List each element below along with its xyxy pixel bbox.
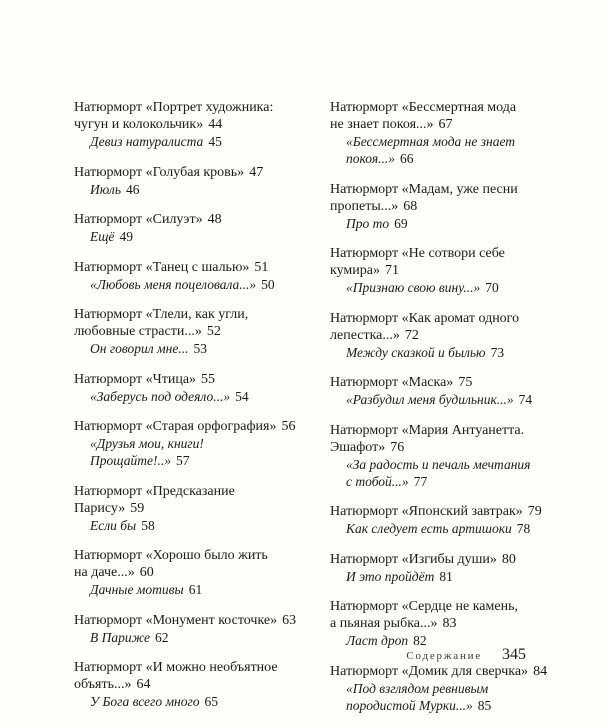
toc-entry xyxy=(330,551,562,585)
toc-entry-title-text: Натюрморт «Мадам, уже песни xyxy=(330,181,518,197)
toc-entry xyxy=(330,310,562,361)
toc-entry-title-text: Натюрморт «Хорошо было жить xyxy=(74,548,268,563)
toc-entry xyxy=(330,422,562,490)
toc-subentry-line xyxy=(74,435,314,452)
toc-entry-page-number: 55 xyxy=(201,371,216,387)
toc-subentry-page-number: 58 xyxy=(141,517,155,533)
toc-entry-title-text: Натюрморт «Чтица» xyxy=(74,371,197,387)
toc-entry-title-text: Натюрморт «Старая орфография» xyxy=(74,419,277,434)
toc-entry xyxy=(330,181,562,232)
toc-subentry-line xyxy=(74,629,314,646)
toc-entry-title-line xyxy=(330,551,562,568)
toc-entry-title-line xyxy=(74,547,314,564)
toc-entry-title-text: не знает покоя...» xyxy=(330,117,434,132)
toc-entry-page-number: 63 xyxy=(282,612,297,628)
toc-subentry-text: Ещё xyxy=(90,229,115,244)
toc-entry-title-line xyxy=(74,564,314,581)
toc-entry-page-number: 83 xyxy=(442,616,457,631)
toc-subentry-text: породистой Мурки...» xyxy=(346,697,473,713)
toc-entry xyxy=(330,245,562,296)
toc-entry-title-line xyxy=(330,245,562,262)
toc-subentry-text: «Любовь меня поцеловала...» xyxy=(90,276,257,292)
toc-entry-title-line xyxy=(74,500,314,517)
toc-entry xyxy=(74,211,314,245)
toc-entry-title-line xyxy=(74,659,314,676)
toc-subentry-line xyxy=(74,340,314,357)
toc-entry-page-number: 75 xyxy=(458,375,473,390)
toc-entry-title-line xyxy=(330,374,562,391)
toc-subentry-text: Он говорил мне... xyxy=(90,341,189,356)
toc-subentry-page-number: 54 xyxy=(235,388,249,404)
toc-entry-title-line xyxy=(74,259,314,276)
toc-subentry-text: У Бога всего много xyxy=(90,694,200,709)
toc-entry xyxy=(330,374,562,408)
toc-entry-title-line xyxy=(74,306,314,323)
toc-subentry-line xyxy=(74,388,314,405)
toc-subentry-text: Если бы xyxy=(90,517,137,533)
toc-subentry-text: И это пройдёт xyxy=(346,568,435,584)
toc-subentry-line xyxy=(330,680,562,697)
toc-entry-title-line xyxy=(330,663,562,680)
toc-entry-title-line xyxy=(74,323,314,340)
toc-subentry-line xyxy=(330,568,562,585)
toc-entry-page-number: 60 xyxy=(139,565,154,580)
toc-entry-title-line xyxy=(330,327,562,344)
toc-entry-page-number: 51 xyxy=(254,259,269,275)
toc-entry-title-line xyxy=(330,598,562,615)
toc-entry-page-number: 64 xyxy=(136,677,151,692)
toc-subentry-line xyxy=(330,344,562,361)
toc-entry-page-number: 44 xyxy=(208,117,223,132)
toc-entry-title-text: Эшафот» xyxy=(330,439,386,455)
toc-entry xyxy=(74,306,314,357)
toc-entry xyxy=(74,547,314,598)
toc-entry-title-text: пропеты...» xyxy=(330,198,399,214)
toc-subentry-line xyxy=(330,150,562,167)
toc-subentry-text: с тобой...» xyxy=(346,473,409,489)
toc-subentry-line xyxy=(330,473,562,490)
toc-entry xyxy=(74,612,314,646)
toc-entry-title-line xyxy=(330,198,562,215)
toc-entry-title-text: Натюрморт «Предсказание xyxy=(74,483,235,499)
toc-subentry-line xyxy=(74,133,314,150)
toc-subentry-page-number: 45 xyxy=(208,134,222,149)
toc-subentry-page-number: 74 xyxy=(518,392,533,407)
toc-subentry-text: «За радость и печаль мечтания xyxy=(346,456,531,472)
toc-subentry-text: «Заберусь под одеяло...» xyxy=(90,388,231,404)
toc-subentry-text: «Признаю свою вину...» xyxy=(346,280,481,295)
toc-entry-title-text: Натюрморт «Голубая кровь» xyxy=(74,164,245,180)
toc-entry xyxy=(330,598,562,649)
toc-subentry-text: «Друзья мои, книги! xyxy=(90,436,204,451)
toc-entry xyxy=(74,99,314,150)
toc-subentry-line xyxy=(330,215,562,232)
toc-subentry-line xyxy=(74,693,314,710)
toc-subentry-page-number: 77 xyxy=(413,473,428,489)
toc-entry-title-line xyxy=(330,503,562,520)
toc-entry-title-text: Натюрморт «Японский завтрак» xyxy=(330,504,523,519)
toc-entry-title-line xyxy=(330,181,562,198)
toc-entry-title-line xyxy=(74,116,314,133)
toc-entry-page-number: 80 xyxy=(501,551,516,567)
toc-subentry-line xyxy=(330,279,562,296)
toc-entry-title-line xyxy=(330,439,562,456)
toc-subentry-page-number: 50 xyxy=(261,276,275,292)
toc-entry-title-text: Натюрморт «И можно необъятное xyxy=(74,660,278,675)
toc-subentry-text: Июль xyxy=(90,181,121,197)
toc-entry-title-text: Натюрморт «Маска» xyxy=(330,375,454,390)
toc-subentry-line xyxy=(74,452,314,469)
toc-entry-title-text: Натюрморт «Силуэт» xyxy=(74,212,203,227)
toc-entry-page-number: 67 xyxy=(438,117,453,132)
toc-entry-page-number: 79 xyxy=(527,504,542,519)
running-footer-title: Содержание xyxy=(406,650,482,662)
toc-entry-title-line xyxy=(74,371,314,388)
toc-entry-title-text: на даче...» xyxy=(74,565,135,580)
toc-entry-title-text: Натюрморт «Монумент косточке» xyxy=(74,612,278,628)
toc-subentry-line xyxy=(330,520,562,537)
toc-entry-title-text: чугун и колокольчик» xyxy=(74,117,204,132)
toc-entry-title-line xyxy=(74,612,314,629)
toc-entry-title-line xyxy=(330,615,562,632)
toc-entry-page-number: 47 xyxy=(249,164,264,180)
toc-entry-title-line xyxy=(74,418,314,435)
toc-entry-title-text: Натюрморт «Домик для сверчка» xyxy=(330,663,529,679)
toc-subentry-line xyxy=(74,517,314,534)
page-footer xyxy=(406,646,526,664)
toc-subentry-page-number: 57 xyxy=(176,453,190,468)
toc-entry-page-number: 68 xyxy=(403,198,418,214)
toc-entry-page-number: 52 xyxy=(206,324,221,339)
toc-entry xyxy=(74,164,314,198)
toc-entry-title-text: Натюрморт «Сердце не камень, xyxy=(330,599,518,614)
toc-subentry-line xyxy=(74,228,314,245)
toc-subentry-line xyxy=(330,391,562,408)
toc-entry-title-text: объять...» xyxy=(74,677,132,692)
toc-subentry-page-number: 61 xyxy=(188,582,203,597)
toc-entry-title-line xyxy=(330,99,562,116)
toc-subentry-page-number: 69 xyxy=(394,215,408,231)
toc-entry-page-number: 48 xyxy=(207,212,222,227)
toc-entry-title-text: Натюрморт «Бессмертная мода xyxy=(330,100,517,115)
toc-entry-title-text: а пьяная рыбка...» xyxy=(330,616,438,631)
toc-entry-title-text: любовные страсти...» xyxy=(74,324,202,339)
toc-entry-title-text: Натюрморт «Танец с шалью» xyxy=(74,259,250,275)
toc-entry-title-text: кумира» xyxy=(330,263,380,278)
toc-subentry-page-number: 65 xyxy=(204,694,219,709)
toc-entry-page-number: 71 xyxy=(384,263,399,278)
toc-subentry-page-number: 46 xyxy=(125,181,140,197)
toc-entry xyxy=(74,371,314,405)
toc-entry-title-text: Натюрморт «Изгибы души» xyxy=(330,551,497,567)
toc-subentry-text: «Бессмертная мода не знает xyxy=(346,134,516,149)
toc-entry-title-line xyxy=(330,116,562,133)
toc-subentry-page-number: 70 xyxy=(485,280,499,295)
toc-entry-title-line xyxy=(74,483,314,500)
toc-subentry-page-number: 66 xyxy=(400,151,414,166)
toc-subentry-line xyxy=(330,697,562,714)
page-number: 345 xyxy=(502,646,526,663)
toc-subentry-line xyxy=(74,181,314,198)
toc-subentry-line xyxy=(74,276,314,293)
toc-column-right xyxy=(330,99,562,727)
toc-entry-page-number: 84 xyxy=(533,663,548,679)
toc-subentry-line xyxy=(330,133,562,150)
toc-entry-title-line xyxy=(330,310,562,327)
toc-subentry-text: Прощайте!..» xyxy=(90,453,172,468)
toc-entry-title-line xyxy=(330,422,562,439)
toc-subentry-text: Девиз натуралиста xyxy=(90,134,204,149)
toc-entry-title-line xyxy=(330,262,562,279)
toc-entry-title-text: Натюрморт «Мария Антуанетта. xyxy=(330,422,525,438)
toc-subentry-page-number: 49 xyxy=(119,229,133,244)
toc-entry-title-text: Натюрморт «Не сотвори себе xyxy=(330,246,505,261)
toc-entry-title-line xyxy=(74,211,314,228)
toc-subentry-text: Про то xyxy=(346,215,390,231)
toc-entry-title-text: Парису» xyxy=(74,500,126,516)
toc-entry xyxy=(74,418,314,469)
toc-subentry-text: Как следует есть артишоки xyxy=(346,521,512,536)
toc-entry-title-text: Натюрморт «Портрет художника: xyxy=(74,100,274,115)
toc-entry-title-text: Натюрморт «Как аромат одного xyxy=(330,310,520,326)
toc-entry-title-line xyxy=(74,99,314,116)
toc-subentry-text: Между сказкой и былью xyxy=(346,344,486,360)
toc-entry-page-number: 56 xyxy=(281,419,296,434)
toc-entry xyxy=(330,663,562,714)
toc-entry-page-number: 72 xyxy=(404,327,419,343)
toc-entry-page-number: 76 xyxy=(390,439,405,455)
toc-subentry-page-number: 81 xyxy=(439,568,453,584)
toc-subentry-page-number: 73 xyxy=(490,344,505,360)
toc-subentry-text: В Париже xyxy=(90,629,150,645)
toc-column-left xyxy=(74,99,314,724)
toc-entry-title-line xyxy=(74,164,314,181)
toc-entry-title-text: Натюрморт «Тлели, как угли, xyxy=(74,307,249,322)
toc-subentry-text: «Разбудил меня будильник...» xyxy=(346,392,514,407)
toc-subentry-page-number: 53 xyxy=(193,341,207,356)
toc-subentry-text: «Под взглядом ревнивым xyxy=(346,680,489,696)
toc-entry-page-number: 59 xyxy=(130,500,145,516)
toc-entry xyxy=(330,503,562,537)
toc-subentry-text: покоя...» xyxy=(346,151,396,166)
toc-entry xyxy=(74,259,314,293)
toc-subentry-page-number: 82 xyxy=(413,633,427,648)
toc-entry-title-line xyxy=(74,676,314,693)
toc-subentry-page-number: 62 xyxy=(155,629,169,645)
toc-subentry-text: Дачные мотивы xyxy=(90,582,184,597)
toc-entry-title-text: лепестка...» xyxy=(330,327,400,343)
toc-subentry-text: Ласт дроп xyxy=(346,633,409,648)
toc-entry xyxy=(74,483,314,534)
toc-entry xyxy=(330,99,562,167)
toc-subentry-page-number: 78 xyxy=(516,521,531,536)
toc-entry xyxy=(74,659,314,710)
toc-subentry-line xyxy=(74,581,314,598)
toc-subentry-line xyxy=(330,456,562,473)
toc-subentry-page-number: 85 xyxy=(477,697,492,713)
